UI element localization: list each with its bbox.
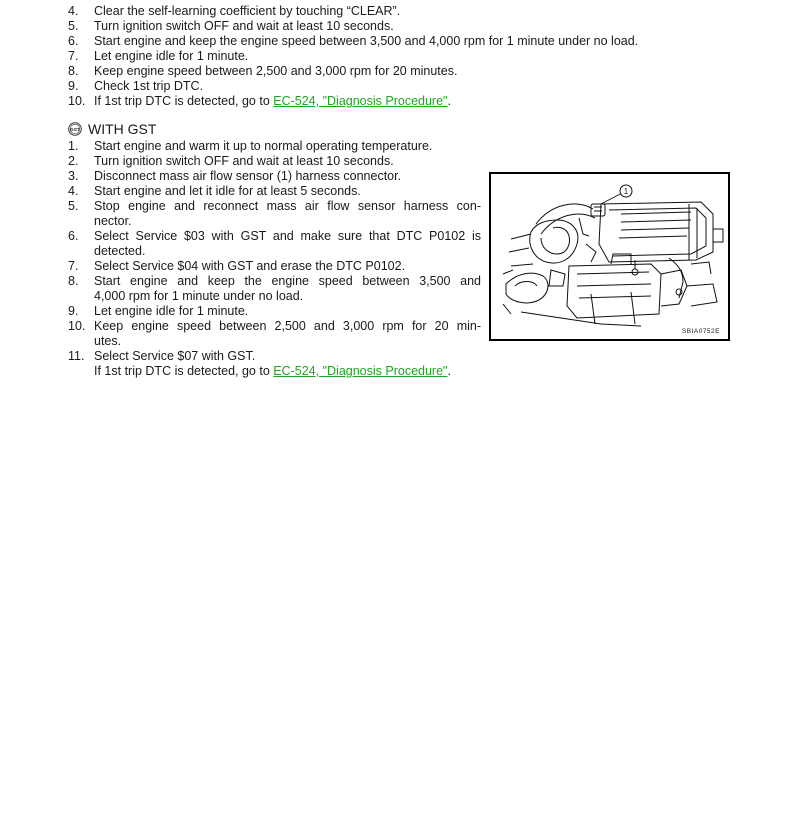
step-number: 8. (68, 274, 79, 288)
step-number: 4. (68, 184, 79, 198)
step-text: Select Service $04 with GST and erase the DTC P0102. (94, 259, 406, 273)
step-number: 2. (68, 154, 79, 168)
diagnosis-procedure-link[interactable]: EC-524, "Diagnosis Procedure" (273, 364, 448, 378)
step-text: Stop engine and reconnect mass air flow sensor harness con- (94, 199, 481, 213)
step-number: 3. (68, 169, 79, 183)
gst-section-heading (68, 121, 156, 137)
step-text: Keep engine speed between 2,500 and 3,000 rpm for 20 minutes. (94, 64, 458, 78)
step-number: 5. (68, 199, 79, 213)
step-number: 5. (68, 19, 79, 33)
step-number: 6. (68, 34, 79, 48)
step-text: Start engine and warm it up to normal operating temperature. (94, 139, 433, 153)
engine-bay-illustration (491, 174, 728, 339)
gst-icon (68, 122, 82, 136)
callout-number: 1 (623, 187, 629, 196)
step-number: 6. (68, 229, 79, 243)
step-text: Let engine idle for 1 minute. (94, 49, 249, 63)
step-text: Select Service $03 with GST and make sure that DTC P0102 is (94, 229, 481, 243)
step-number: 10. (68, 94, 86, 108)
step-text-end: . (447, 364, 451, 378)
step-text: Start engine and keep the engine speed between 3,500 and 4,000 rpm for 1 minute under no load. (94, 34, 639, 48)
step-text-with-link (94, 364, 451, 379)
step-number: 7. (68, 49, 79, 63)
step-text: Turn ignition switch OFF and wait at least 10 seconds. (94, 154, 394, 168)
step-text: If 1st trip DTC is detected, go to (94, 94, 274, 108)
step-text: Start engine and let it idle for at least 5 seconds. (94, 184, 361, 198)
svg-text:GST: GST (70, 126, 80, 132)
step-text: Disconnect mass air flow sensor (1) harness connector. (94, 169, 402, 183)
step-text: Select Service $07 with GST. (94, 349, 256, 363)
diagnosis-procedure-link[interactable]: EC-524, "Diagnosis Procedure" (273, 94, 448, 108)
step-text: If 1st trip DTC is detected, go to (94, 364, 274, 378)
step-text: Clear the self-learning coefficient by touching “CLEAR”. (94, 4, 401, 18)
figure-code: SBIA0752E (681, 328, 720, 335)
step-number: 9. (68, 304, 79, 318)
step-number: 8. (68, 64, 79, 78)
step-text-cont: detected. (94, 244, 146, 258)
engine-bay-figure (489, 172, 730, 341)
step-text: Let engine idle for 1 minute. (94, 304, 249, 318)
step-text: Keep engine speed between 2,500 and 3,000 rpm for 20 min- (94, 319, 481, 333)
step-text-with-link (94, 94, 451, 109)
step-text: Start engine and keep the engine speed between 3,500 and (94, 274, 481, 288)
step-number: 9. (68, 79, 79, 93)
section-title: WITH GST (88, 121, 157, 137)
step-text-cont: utes. (94, 334, 122, 348)
step-number: 10. (68, 319, 86, 333)
step-number: 4. (68, 4, 79, 18)
step-number: 1. (68, 139, 79, 153)
step-text-cont: 4,000 rpm for 1 minute under no load. (94, 289, 304, 303)
step-text-end: . (447, 94, 451, 108)
step-text-cont: nector. (94, 214, 132, 228)
step-number: 11. (68, 349, 85, 363)
step-text: Check 1st trip DTC. (94, 79, 204, 93)
step-number: 7. (68, 259, 79, 273)
step-text: Turn ignition switch OFF and wait at least 10 seconds. (94, 19, 394, 33)
